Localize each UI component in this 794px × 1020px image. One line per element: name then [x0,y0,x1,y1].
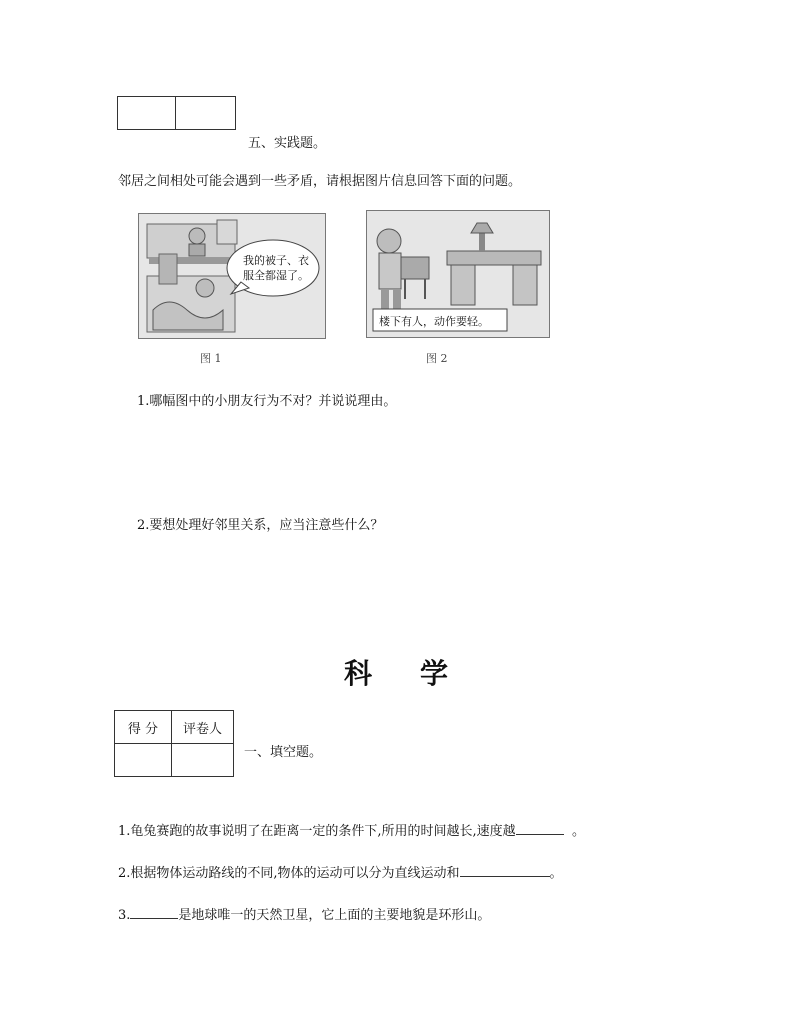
science-heading-fill-blank: 一、填空题。 [244,745,323,760]
question-3-number: 3. [118,908,131,923]
section-heading-practice: 五、实践题。 [248,136,327,151]
science-question-3 [118,904,490,923]
figure-2-label-box: 楼下有人，动作要轻。 [379,315,489,328]
score-cell [118,97,176,130]
reviewer-header-cell [172,711,234,744]
science-title-char-2: 学 [420,657,450,690]
science-question-1 [118,820,585,839]
figure-1-image [138,213,326,339]
question-1-text: 1.龟兔赛跑的故事说明了在距离一定的条件下,所用的时间越长,速度越 [118,824,516,839]
reviewer-value-cell [172,744,234,777]
question-2-end: 。 [549,866,563,881]
science-question-2 [118,862,563,881]
reviewer-header-label: 评卷人 [182,721,222,737]
score-header-cell [115,711,172,744]
science-score-box [114,710,234,777]
figure-1-caption: 图 1 [200,352,222,365]
question-1-end: 。 [571,824,585,839]
question-3-text: 是地球唯一的天然卫星，它上面的主要地貌是环形山。 [178,908,491,923]
score-header-label: 得 分 [127,721,159,737]
question-3-blank[interactable] [130,905,178,919]
intro-text: 邻居之间相处可能会遇到一些矛盾，请根据图片信息回答下面的问题。 [118,174,522,189]
question-1-blank[interactable] [516,821,564,835]
figure-1-speech-bubble: 我的被子、衣服全都湿了。 [243,254,309,282]
top-score-box [117,96,236,130]
practice-question-2: 2.要想处理好邻里关系，应当注意些什么？ [137,518,384,533]
question-2-text: 2.根据物体运动路线的不同,物体的运动可以分为直线运动和 [118,866,460,881]
science-title-char-1: 科 [344,657,374,690]
reviewer-cell [176,97,236,130]
question-2-blank[interactable] [460,863,550,877]
score-value-cell [115,744,172,777]
figure-2-image [366,210,550,338]
figure-2-caption: 图 2 [426,352,448,365]
practice-question-1: 1.哪幅图中的小朋友行为不对？并说说理由。 [137,394,397,409]
